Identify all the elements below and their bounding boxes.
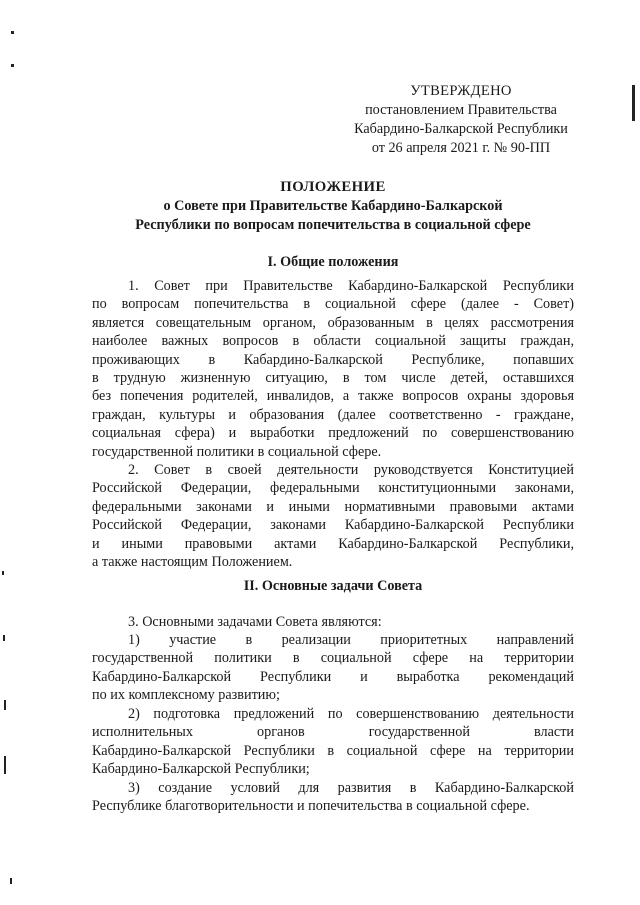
scan-edge-mark [632,85,635,121]
text-line: исполнительных органов государственной власти [92,724,574,741]
text-line: в трудную жизненную ситуацию, в том числе детей, оставшихся [92,369,574,386]
title-subtitle-line: Республики по вопросам попечительства в социальной сфере [135,217,531,233]
text-line: 3. Основными задачами Совета являются: [128,614,382,630]
list-item-2 [92,705,574,779]
document-title [92,178,574,235]
scan-speck [11,31,14,34]
text-line: Российской Федерации, федеральными конституционными законами, [92,480,574,497]
text-line: по их комплексному развитию; [92,687,280,704]
title-subtitle-line: о Совете при Правительстве Кабардино-Балкарской [163,198,503,214]
text-line: социальная сфера) и выработки предложений по совершенствованию [92,425,574,442]
text-line: федеральными законами и иными нормативными правовыми актами [92,498,574,515]
text-line: 2) подготовка предложений по совершенствованию деятельности [128,706,574,722]
title-main: ПОЛОЖЕНИЕ [280,179,386,195]
approval-date: от 26 апреля 2021 г. № 90-ПП [371,140,551,156]
section-heading: I. Общие положения [267,254,399,270]
scan-speck [10,878,12,884]
text-line: Кабардино-Балкарской Республики и выработка рекомендаций [92,668,574,685]
paragraph-3 [92,613,574,631]
text-line: Кабардино-Балкарской Республики в социальной сфере на территории [92,742,574,759]
text-line: проживающих в Кабардино-Балкарской Республике, попавших [92,351,574,368]
text-line: 1. Совет при Правительстве Кабардино-Балкарской Республики [128,278,574,294]
text-line: и иными правовыми актами Кабардино-Балкарской Республики, [92,535,574,552]
scan-speck [11,64,14,67]
section-heading: II. Основные задачи Совета [243,578,423,594]
text-line: государственной политики в социальной сфере. [92,443,382,460]
text-line: 1) участие в реализации приоритетных направлений [128,632,574,648]
text-line: граждан, культуры и образования (далее соответственно - граждане, [92,406,574,423]
scan-edge-mark [4,700,6,710]
scan-speck [3,635,5,641]
approval-line: постановлением Правительства [365,102,557,118]
paragraph-1 [92,277,574,461]
text-line: государственной политики в социальной сфере на территории [92,650,574,667]
list-item-3 [92,779,574,816]
scan-edge-mark [4,756,6,774]
text-line: а также настоящим Положением. [92,553,293,570]
text-line: без попечения родителей, инвалидов, а также вопросов охраны здоровья [92,388,574,405]
approval-block [330,82,592,158]
approval-line: Кабардино-Балкарской Республики [354,121,568,137]
approval-title: УТВЕРЖДЕНО [410,83,512,99]
text-line: по вопросам попечительства в социальной сфере (далее - Совет) [92,296,574,313]
text-line: наиболее важных вопросов в области социальной защиты граждан, [92,333,574,350]
paragraph-2 [92,461,574,571]
text-line: Кабардино-Балкарской Республики; [92,761,310,778]
text-line: Российской Федерации, законами Кабардино-Балкарской Республики [92,517,574,534]
list-item-1 [92,631,574,705]
scan-speck [2,571,4,575]
text-line: является совещательным органом, образованным в целях рассмотрения [92,314,574,331]
text-line: Республике благотворительности и попечительства в социальной сфере. [92,798,530,815]
text-line: 3) создание условий для развития в Кабардино-Балкарской [128,780,574,796]
text-line: 2. Совет в своей деятельности руководствуется Конституцией [128,462,574,478]
